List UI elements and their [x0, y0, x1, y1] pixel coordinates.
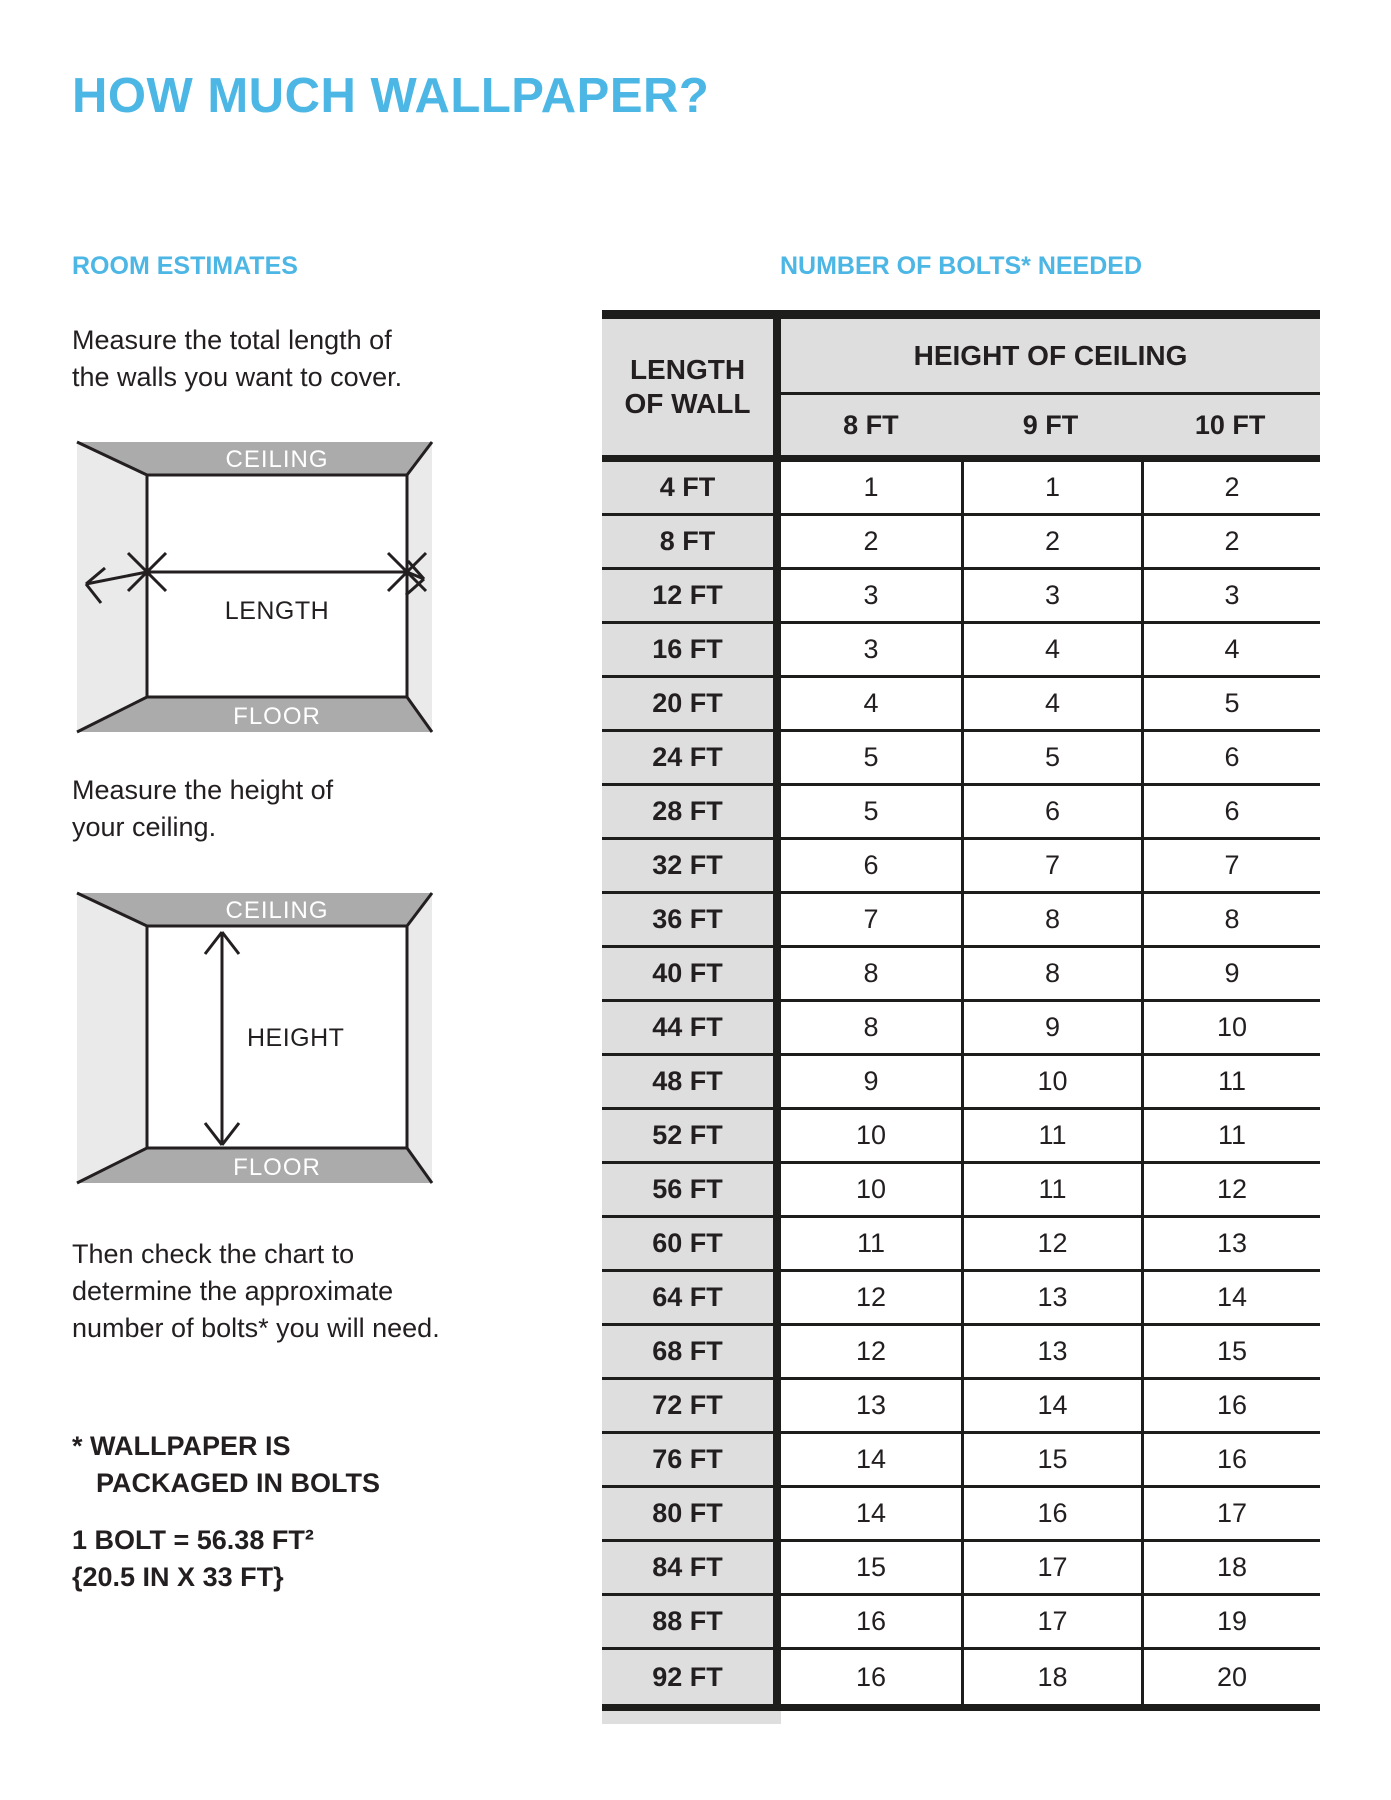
bolt-count-cell: 14	[781, 1434, 961, 1485]
paragraph-line: Measure the total length of	[72, 325, 392, 355]
bolt-size-note	[72, 1522, 314, 1596]
bolt-count-cell: 14	[1141, 1272, 1320, 1323]
bolt-count-cell: 19	[1141, 1596, 1320, 1647]
right-wall-surface	[407, 442, 432, 732]
bolt-count-cell: 10	[781, 1164, 961, 1215]
bolt-count-cell: 2	[781, 516, 961, 567]
wall-length-label: 52 FT	[602, 1110, 781, 1161]
paragraph-line: your ceiling.	[72, 812, 217, 842]
room-height-diagram	[72, 888, 437, 1188]
bolt-count-cell: 5	[781, 732, 961, 783]
bolts-table-body	[602, 462, 1320, 1704]
floor-label: FLOOR	[233, 703, 321, 730]
paragraph-line: Measure the height of	[72, 775, 334, 805]
table-row	[602, 1056, 1320, 1110]
column-group-header: HEIGHT OF CEILING	[781, 319, 1320, 395]
bolt-count-cell: 4	[961, 678, 1141, 729]
bolt-count-cell: 13	[961, 1272, 1141, 1323]
bolt-count-cell: 2	[1141, 516, 1320, 567]
row-header-cell	[602, 319, 781, 455]
bolt-count-cell: 9	[781, 1056, 961, 1107]
table-header	[602, 319, 1320, 455]
wall-length-label: 92 FT	[602, 1650, 781, 1704]
room-estimates-heading: ROOM ESTIMATES	[72, 252, 298, 280]
bolt-count-cell: 16	[1141, 1380, 1320, 1431]
bolt-count-cell: 18	[961, 1650, 1141, 1704]
bolt-count-cell: 3	[781, 624, 961, 675]
bolt-count-cell: 15	[1141, 1326, 1320, 1377]
bolt-count-cell: 8	[781, 948, 961, 999]
wall-length-label: 36 FT	[602, 894, 781, 945]
height-label: HEIGHT	[247, 1024, 345, 1052]
bolt-count-cell: 12	[781, 1272, 961, 1323]
bolt-count-cell: 2	[961, 516, 1141, 567]
table-row	[602, 1218, 1320, 1272]
table-row	[602, 1110, 1320, 1164]
bolt-count-cell: 6	[1141, 786, 1320, 837]
right-wall-surface	[407, 893, 432, 1183]
paragraph-line: number of bolts* you will need.	[72, 1313, 440, 1343]
bolt-count-cell: 9	[961, 1002, 1141, 1053]
ceiling-label: CEILING	[225, 897, 329, 924]
bolt-count-cell: 3	[1141, 570, 1320, 621]
paragraph-measure-length	[72, 322, 402, 396]
bolt-count-cell: 13	[781, 1380, 961, 1431]
table-row	[602, 462, 1320, 516]
bolt-count-cell: 1	[961, 462, 1141, 513]
footnote-line: PACKAGED IN BOLTS	[96, 1468, 381, 1498]
bolt-count-cell: 11	[961, 1164, 1141, 1215]
table-row	[602, 1596, 1320, 1650]
bolt-count-cell: 11	[1141, 1110, 1320, 1161]
room-height-diagram-svg	[72, 888, 437, 1188]
wall-length-label: 28 FT	[602, 786, 781, 837]
bolts-needed-heading: NUMBER OF BOLTS* NEEDED	[779, 252, 1143, 280]
bolt-count-cell: 7	[781, 894, 961, 945]
label-column-tab	[602, 1711, 781, 1724]
wall-length-label: 60 FT	[602, 1218, 781, 1269]
bolt-count-cell: 15	[781, 1542, 961, 1593]
bolt-count-cell: 7	[961, 840, 1141, 891]
column-header-block	[781, 319, 1320, 455]
table-row	[602, 1164, 1320, 1218]
table-row	[602, 1488, 1320, 1542]
column-header-10ft: 10 FT	[1194, 409, 1266, 440]
table-row	[602, 1380, 1320, 1434]
bolt-count-cell: 12	[1141, 1164, 1320, 1215]
bolt-count-cell: 4	[1141, 624, 1320, 675]
left-wall-surface	[77, 893, 147, 1183]
wall-length-label: 12 FT	[602, 570, 781, 621]
wall-length-label: 20 FT	[602, 678, 781, 729]
table-row	[602, 516, 1320, 570]
paragraph-line: Then check the chart to	[72, 1239, 355, 1269]
bolt-count-cell: 9	[1141, 948, 1320, 999]
bolts-table	[602, 310, 1320, 1724]
bolt-count-cell: 1	[781, 462, 961, 513]
bolt-count-cell: 12	[781, 1326, 961, 1377]
wall-length-label: 56 FT	[602, 1164, 781, 1215]
row-header-line: OF WALL	[624, 388, 751, 419]
bolt-count-cell: 8	[961, 894, 1141, 945]
bolt-count-cell: 8	[781, 1002, 961, 1053]
bolt-count-cell: 17	[961, 1596, 1141, 1647]
table-row	[602, 1542, 1320, 1596]
bolt-count-cell: 20	[1141, 1650, 1320, 1704]
bolt-count-cell: 6	[781, 840, 961, 891]
page-title: HOW MUCH WALLPAPER?	[72, 69, 710, 123]
column-header-8ft: 8 FT	[843, 409, 899, 440]
row-header-line: LENGTH	[629, 354, 746, 385]
bolt-count-cell: 2	[1141, 462, 1320, 513]
bolt-count-cell: 3	[781, 570, 961, 621]
table-row	[602, 1272, 1320, 1326]
bolt-count-cell: 14	[961, 1380, 1141, 1431]
ceiling-label: CEILING	[225, 446, 329, 473]
header-divider-border	[602, 455, 1320, 462]
bolt-count-cell: 16	[781, 1596, 961, 1647]
table-row	[602, 894, 1320, 948]
table-top-border	[602, 310, 1320, 319]
table-row	[602, 840, 1320, 894]
bolt-count-cell: 10	[1141, 1002, 1320, 1053]
bolt-count-cell: 10	[961, 1056, 1141, 1107]
bolt-count-cell: 4	[961, 624, 1141, 675]
room-length-diagram	[72, 437, 437, 737]
wall-length-label: 48 FT	[602, 1056, 781, 1107]
table-row	[602, 732, 1320, 786]
bolt-count-cell: 6	[1141, 732, 1320, 783]
bolt-count-cell: 12	[961, 1218, 1141, 1269]
wall-length-label: 4 FT	[602, 462, 781, 513]
paragraph-measure-height	[72, 772, 333, 846]
wall-length-label: 44 FT	[602, 1002, 781, 1053]
table-row	[602, 570, 1320, 624]
table-row	[602, 678, 1320, 732]
bolt-count-cell: 8	[961, 948, 1141, 999]
bolt-count-cell: 16	[781, 1650, 961, 1704]
table-row	[602, 786, 1320, 840]
bolt-count-cell: 5	[1141, 678, 1320, 729]
column-header-9ft: 9 FT	[1022, 409, 1079, 440]
bolt-count-cell: 17	[961, 1542, 1141, 1593]
table-row	[602, 1002, 1320, 1056]
table-bottom-border	[602, 1704, 1320, 1711]
bolt-count-cell: 16	[961, 1488, 1141, 1539]
table-row	[602, 948, 1320, 1002]
bolt-count-cell: 17	[1141, 1488, 1320, 1539]
bolt-note-line: {20.5 IN X 33 FT}	[72, 1562, 284, 1592]
bolt-count-cell: 11	[1141, 1056, 1320, 1107]
paragraph-line: the walls you want to cover.	[72, 362, 403, 392]
footnote-line: * WALLPAPER IS	[72, 1431, 291, 1461]
wall-length-label: 88 FT	[602, 1596, 781, 1647]
wall-length-label: 32 FT	[602, 840, 781, 891]
bolt-count-cell: 8	[1141, 894, 1320, 945]
room-length-diagram-svg	[72, 437, 437, 737]
table-row	[602, 1326, 1320, 1380]
bolt-count-cell: 11	[781, 1218, 961, 1269]
wall-length-label: 16 FT	[602, 624, 781, 675]
paragraph-check-chart	[72, 1236, 440, 1347]
bolt-count-cell: 13	[1141, 1218, 1320, 1269]
table-row	[602, 1650, 1320, 1704]
wall-length-label: 84 FT	[602, 1542, 781, 1593]
column-headers	[781, 395, 1320, 455]
wall-length-label: 80 FT	[602, 1488, 781, 1539]
wall-length-label: 68 FT	[602, 1326, 781, 1377]
bolt-count-cell: 7	[1141, 840, 1320, 891]
floor-label: FLOOR	[233, 1154, 321, 1181]
length-label: LENGTH	[224, 597, 330, 625]
wall-length-label: 64 FT	[602, 1272, 781, 1323]
bolt-count-cell: 3	[961, 570, 1141, 621]
bolt-count-cell: 13	[961, 1326, 1141, 1377]
paragraph-line: determine the approximate	[72, 1276, 394, 1306]
wall-length-label: 72 FT	[602, 1380, 781, 1431]
bolt-count-cell: 5	[961, 732, 1141, 783]
back-wall	[147, 475, 407, 697]
bolt-count-cell: 10	[781, 1110, 961, 1161]
bolt-note-line: 1 BOLT = 56.38 FT²	[72, 1525, 314, 1555]
bolt-count-cell: 14	[781, 1488, 961, 1539]
wall-length-label: 8 FT	[602, 516, 781, 567]
bolt-count-cell: 5	[781, 786, 961, 837]
wall-length-label: 40 FT	[602, 948, 781, 999]
bolt-count-cell: 15	[961, 1434, 1141, 1485]
wall-length-label: 24 FT	[602, 732, 781, 783]
wall-length-label: 76 FT	[602, 1434, 781, 1485]
wallpaper-bolts-footnote	[72, 1428, 380, 1502]
bolt-count-cell: 11	[961, 1110, 1141, 1161]
bolt-count-cell: 4	[781, 678, 961, 729]
bolt-count-cell: 18	[1141, 1542, 1320, 1593]
bolt-count-cell: 16	[1141, 1434, 1320, 1485]
bolt-count-cell: 6	[961, 786, 1141, 837]
table-row	[602, 1434, 1320, 1488]
table-row	[602, 624, 1320, 678]
